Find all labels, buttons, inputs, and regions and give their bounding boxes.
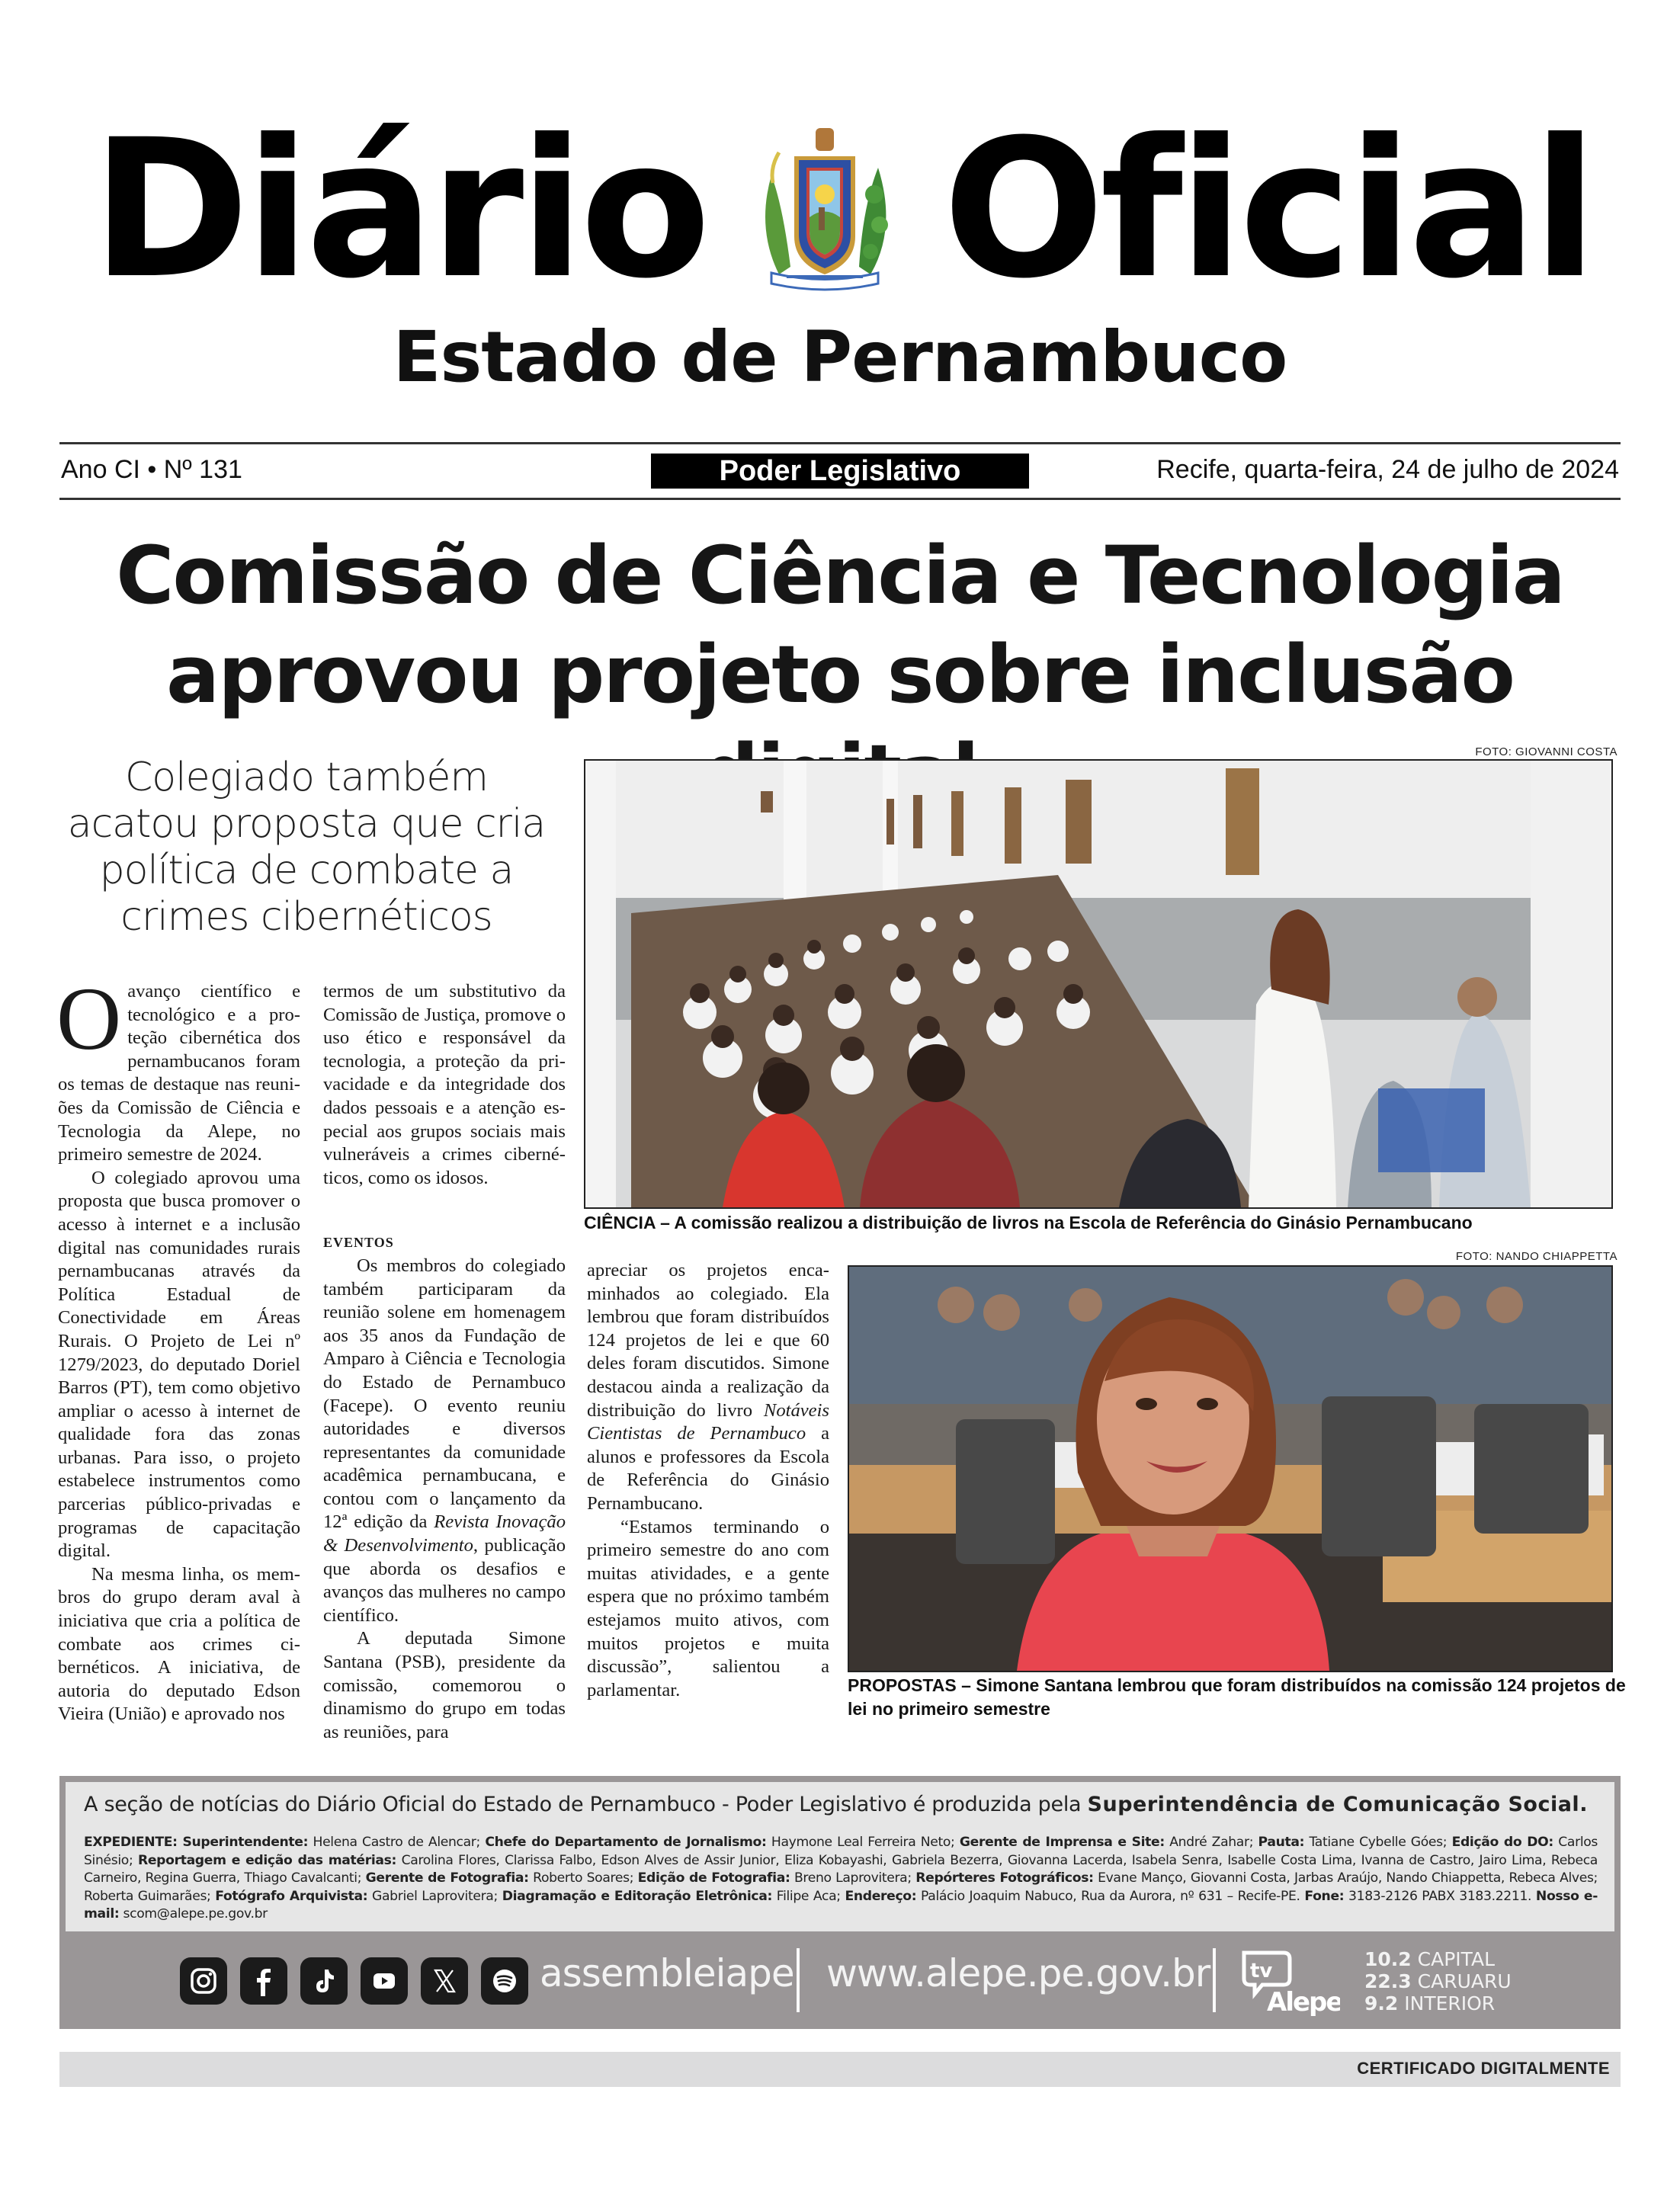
photo-caption-1: CIÊNCIA – A comissão realizou a distribuição de livros na Escola de Referência do Ginásio Pernambucano <box>584 1213 1473 1232</box>
magazine-title: Revista Inovação & Desenvolvimento <box>323 1511 566 1556</box>
section-heading: EVENTOS <box>323 1235 394 1251</box>
credit-label: Nosso e-mail: <box>84 1888 1598 1922</box>
credit-label: Fone: <box>1304 1888 1345 1904</box>
social-handle[interactable]: assembleiape <box>540 1951 794 1995</box>
spotify-icon[interactable] <box>481 1957 528 2005</box>
divider <box>797 1948 800 2012</box>
expediente-lead <box>84 1793 1588 1816</box>
article-paragraph: Na mesma linha, os membros do grupo deram aval à iniciativa que cria a política de combate aos crimes cibernéticos. A iniciativa, de autoria do deputado Edson Vieira (União) e aprovado nos <box>58 1563 300 1725</box>
x-icon[interactable] <box>421 1957 468 2005</box>
edition-bar <box>59 442 1621 500</box>
masthead-title-left: Diário <box>91 98 707 320</box>
credit-label: Fotógrafo Arquivista: <box>215 1888 368 1904</box>
photo-classroom <box>584 759 1613 1209</box>
credit-value: André Zahar; <box>1164 1835 1258 1850</box>
social-icons <box>180 1957 528 2005</box>
tv-channel <box>1364 1970 1512 1992</box>
credit-value: Palácio Joaquim Nabuco, Rua da Aurora, nº 631 – Recife-PE. <box>916 1888 1305 1904</box>
channel-number: 22.3 <box>1364 1970 1412 1992</box>
paragraph-text: a alunos e professores da Escola de Referência do Ginásio Pernambucano. <box>587 1423 829 1514</box>
lead-text: A seção de notícias do Diário Oficial do Estado de Pernambuco - Poder Legislativo é produzida pela <box>84 1793 1088 1816</box>
credit-label: Edição de Fotografia: <box>637 1870 790 1886</box>
channel-name: INTERIOR <box>1398 1992 1496 2014</box>
credit-value: Tatiane Cybelle Góes; <box>1304 1835 1452 1850</box>
credit-label: Pauta: <box>1258 1835 1305 1850</box>
credit-label: Edição do DO: <box>1451 1835 1553 1850</box>
youtube-icon[interactable] <box>361 1957 408 2005</box>
tiktok-icon[interactable] <box>300 1957 348 2005</box>
classroom-image <box>585 761 1611 1207</box>
article-paragraph <box>323 1255 566 1628</box>
drop-cap: O <box>56 969 122 1069</box>
pernambuco-coat-of-arms-icon <box>749 122 901 297</box>
channel-number: 9.2 <box>1364 1992 1399 2014</box>
article-paragraph: termos de um substitutivo da Comissão de Justiça, promove o uso ético e responsável da tecnologia, a proteção da privacidade e da integridade dos dados pessoais e a atenção especial aos grupos sociais mais vulneráveis a crimes cibernéticos, como os idosos. <box>323 981 566 1188</box>
certification-bar <box>59 2052 1621 2087</box>
masthead-subtitle: Estado de Pernambuco <box>393 316 1287 398</box>
svg-text:Alepe: Alepe <box>1267 1987 1340 2017</box>
channel-name: CARUARU <box>1411 1970 1512 1992</box>
credit-value: Carolina Flores, Clarissa Falbo, Edson Alves de Assir Junior, Eliza Kobayashi, Gabriela Bezerra, Giovanna Lacerda, Isabela Senra, Isabelle Costa Lima, Ivanna de Castro, Jairo Lima, Rebeca Carneiro, Regina Guerra, Thiago Cavalcanti; <box>84 1852 1598 1886</box>
credit-value: Carlos Sinésio; <box>84 1835 1598 1868</box>
headline-line-1: Comissão de Ciência e Tecnologia <box>116 529 1564 622</box>
photo-caption-2: PROPOSTAS – Simone Santana lembrou que foram distribuídos na comissão 124 projetos de lei no primeiro semestre <box>848 1675 1626 1719</box>
masthead-title-right: Oficial <box>942 98 1593 320</box>
tv-channels <box>1364 1948 1512 2014</box>
divider <box>1213 1948 1216 2012</box>
article-subhead: Colegiado também acatou proposta que cria política de combate a crimes cibernéticos <box>67 755 546 940</box>
section-badge: Poder Legislativo <box>651 454 1029 489</box>
website-link[interactable]: www.alepe.pe.gov.br <box>826 1951 1210 1995</box>
edition-volume: Ano CI • Nº 131 <box>61 455 242 484</box>
credit-label: Gerente de Imprensa e Site: <box>959 1835 1165 1850</box>
credit-label: Endereço: <box>845 1888 917 1904</box>
credit-value: scom@alepe.pe.gov.br <box>119 1906 268 1922</box>
tv-channel <box>1364 1948 1512 1970</box>
article-paragraph <box>587 1259 829 1516</box>
edition-dateline: Recife, quarta-feira, 24 de julho de 2024 <box>1156 455 1619 484</box>
credit-value: 3183-2126 PABX 3183.2211. <box>1344 1888 1536 1904</box>
paragraph-text: avanço científico e tecnológico e a proteção cibernética dos pernambucanos foram os temas de destaque nas reuniões da Comissão de Ciência e Tecnologia da Alepe, no primeiro semestre de 2024. <box>58 981 300 1165</box>
photo-credit-2: FOTO: NANDO CHIAPPETTA <box>1455 1250 1617 1263</box>
article-column-3 <box>587 1259 829 1702</box>
credit-value: Breno Laprovitera; <box>790 1870 916 1886</box>
headline-line-2: aprovou projeto sobre inclusão <box>166 628 1514 721</box>
paragraph-text: Os membros do colegiado também participaram da reunião solene em homenagem aos 35 anos da Fundação de Amparo à Ciência e Tecnologia do Estado de Pernambuco (Facepe). O evento reuniu autoridades e diversos representantes da comunidade acadêmica pernambucana, e contou com o lançamento da 12ª edição da <box>323 1255 566 1533</box>
credit-label: Reportagem e edição das matérias: <box>137 1852 397 1868</box>
credit-label: EXPEDIENTE: Superintendente: <box>84 1835 309 1850</box>
credit-label: Chefe do Departamento de Jornalismo: <box>485 1835 767 1850</box>
channel-name: CAPITAL <box>1411 1948 1496 1970</box>
masthead-title <box>91 99 1593 320</box>
credit-value: Evane Manço, Giovanni Costa, Jarbas Araújo, Nando Chiappetta, Rebeca Alves; Roberta Guimarães; <box>84 1870 1598 1904</box>
article-column-2 <box>323 980 566 1744</box>
certification-label: CERTIFICADO DIGITALMENTE <box>1357 2059 1610 2078</box>
tv-channel <box>1364 1992 1512 2014</box>
article-column-1 <box>56 969 300 1726</box>
expediente-panel <box>66 1782 1614 1931</box>
credit-value: Haymone Leal Ferreira Neto; <box>766 1835 960 1850</box>
paragraph-text: , publicação que aborda os desafios e avanços das mulheres no campo científico. <box>323 1535 566 1626</box>
credit-label: Diagramação e Editoração Eletrônica: <box>502 1888 773 1904</box>
facebook-icon[interactable] <box>240 1957 287 2005</box>
article-paragraph: “Estamos terminando o primeiro semestre do ano com muitas atividades, e a gente espera que no próximo também estejamos muito ativos, com muitos projetos e muita discussão”, salientou a parlamentar. <box>587 1516 829 1700</box>
expediente-box <box>59 1776 1621 1931</box>
photo-credit-1: FOTO: GIOVANNI COSTA <box>1475 745 1617 758</box>
svg-text:tv: tv <box>1250 1960 1273 1982</box>
credit-value: Gabriel Laprovitera; <box>367 1888 502 1904</box>
article-paragraph: O colegiado aprovou uma proposta que busca promover o acesso à internet e a inclusão digital nas comunidades rurais pernambucanas através da Política Estadual de Conectividade em Áreas Rurais. O Projeto de Lei nº 1279/2023, do deputado Doriel Barros (PT), tem como objetivo ampliar o acesso à internet de qualidade fora das zonas urbanas. Para isso, o projeto estabelece instrumentos como parcerias público-privadas e programas de capacitação digital. <box>58 1167 300 1562</box>
paragraph-text: apreciar os projetos encaminhados ao colegiado. Ela lembrou que foram distribuídos 124 projetos de lei e que 60 deles foram discutidos. Simone destacou ainda a realização da distribuição do livro <box>587 1260 829 1421</box>
article-paragraph: A deputada Simone Santana (PSB), presidente da comissão, comemorou o dinamismo do grupo em todas as reuniões, para <box>323 1628 566 1742</box>
masthead <box>0 0 1680 427</box>
portrait-image <box>849 1267 1611 1671</box>
expediente-credits <box>84 1834 1598 1924</box>
tv-alepe-logo <box>1239 1948 1340 2017</box>
article-paragraph <box>56 969 300 1167</box>
credit-value: Roberto Soares; <box>528 1870 638 1886</box>
lead-bold: Superintendência de Comunicação Social. <box>1087 1793 1588 1816</box>
credit-label: Gerente de Fotografia: <box>365 1870 529 1886</box>
credit-value: Helena Castro de Alencar; <box>308 1835 486 1850</box>
credit-value: Filipe Aca; <box>772 1888 845 1904</box>
photo-portrait <box>848 1265 1613 1672</box>
social-bar <box>59 1931 1621 2029</box>
book-title: Notáveis Cientistas de Pernambuco <box>587 1399 829 1444</box>
instagram-icon[interactable] <box>180 1957 227 2005</box>
channel-number: 10.2 <box>1364 1948 1412 1970</box>
credit-label: Repórteres Fotográficos: <box>915 1870 1094 1886</box>
